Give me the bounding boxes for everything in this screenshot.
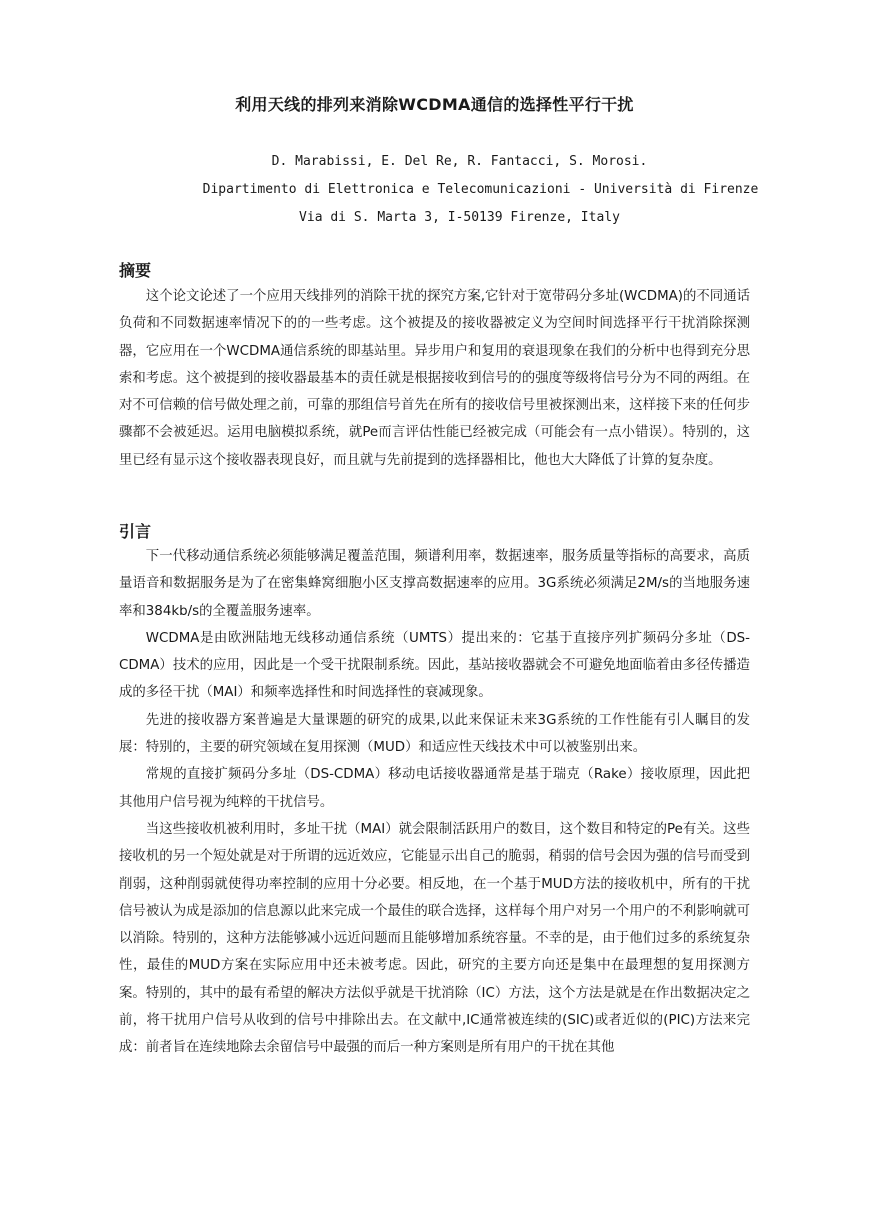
introduction-paragraph: 先进的接收器方案普遍是大量课题的研究的成果,以此来保证未来3G系统的工作性能有引人瞩目的发展：特别的，主要的研究领域在复用探测（MUD）和适应性天线技术中可以被鉴别出来。	[119, 712, 750, 756]
introduction-paragraph: 当这些接收机被利用时，多址干扰（MAI）就会限制活跃用户的数目，这个数目和特定的Pe有关。这些接收机的另一个短处就是对于所谓的远近效应，它能显示出自己的脆弱，稍弱的信号会因为强的信号而受到削弱，这种削弱就使得功率控制的应用十分必要。相反地，在一个基于MUD方法的接收机中，所有的干扰信号被认为成是添加的信息源以此来完成一个最佳的联合选择，这样每个用户对另一个用户的不利影响就可以消除。特别的，这种方法能够减小远近问题而且能够增加系统容量。不幸的是，由于他们过多的系统复杂性，最佳的MUD方案在实际应用中还未被考虑。因此，研究的主要方向还是集中在最理想的复用探测方案。特别的，其中的最有希望的解决方法似乎就是干扰消除（IC）方法，这个方法是就是在作出数据决定之前，将干扰用户信号从收到的信号中排除出去。在文献中,IC通常被连续的(SIC)或者近似的(PIC)方法来完成：前者旨在连续地除去余留信号中最强的而后一种方案则是所有用户的干扰在其他	[119, 821, 750, 1056]
author-affiliation: Dipartimento di Elettronica e Telecomunicazioni - Università di Firenze	[202, 182, 759, 197]
abstract-body	[119, 283, 750, 474]
author-address: Via di S. Marta 3, I-50139 Firenze, Italy	[299, 210, 620, 225]
abstract-heading: 摘要	[119, 261, 152, 280]
introduction-body	[119, 543, 750, 1062]
introduction-heading: 引言	[119, 522, 152, 541]
introduction-paragraph: 下一代移动通信系统必须能够满足覆盖范围，频谱利用率，数据速率，服务质量等指标的高要求，高质量语音和数据服务是为了在密集蜂窝细胞小区支撑高数据速率的应用。3G系统必须满足2M/s的当地服务速率和384kb/s的全覆盖服务速率。	[119, 549, 750, 619]
author-block	[0, 148, 869, 232]
introduction-paragraph: WCDMA是由欧洲陆地无线移动通信系统（UMTS）提出来的：它基于直接序列扩频码分多址（DS-CDMA）技术的应用，因此是一个受干扰限制系统。因此，基站接收器就会不可避免地面临着由多径传播造成的多径干扰（MAI）和频率选择性和时间选择性的衰减现象。	[119, 630, 750, 701]
abstract-paragraph: 这个论文论述了一个应用天线排列的消除干扰的探究方案,它针对于宽带码分多址(WCDMA)的不同通话负荷和不同数据速率情况下的的一些考虑。这个被提及的接收器被定义为空间时间选择平行干扰消除探测器，它应用在一个WCDMA通信系统的即基站里。异步用户和复用的衰退现象在我们的分析中也得到充分思索和考虑。这个被提到的接收器最基本的责任就是根据接收到信号的的强度等级将信号分为不同的两组。在对不可信赖的信号做处理之前，可靠的那组信号首先在所有的接收信号里被探测出来，这样接下来的任何步骤都不会被延迟。运用电脑模拟系统，就Pe而言评估性能已经被完成（可能会有一点小错误）。特别的，这里已经有显示这个接收器表现良好，而且就与先前提到的选择器相比，他也大大降低了计算的复杂度。	[119, 289, 750, 468]
author-names: D. Marabissi, E. Del Re, R. Fantacci, S. Morosi.	[271, 154, 648, 169]
paper-title: 利用天线的排列来消除WCDMA通信的选择性平行干扰	[235, 95, 634, 114]
introduction-paragraph: 常规的直接扩频码分多址（DS-CDMA）移动电话接收器通常是基于瑞克（Rake）接收原理，因此把其他用户信号视为纯粹的干扰信号。	[119, 767, 750, 810]
